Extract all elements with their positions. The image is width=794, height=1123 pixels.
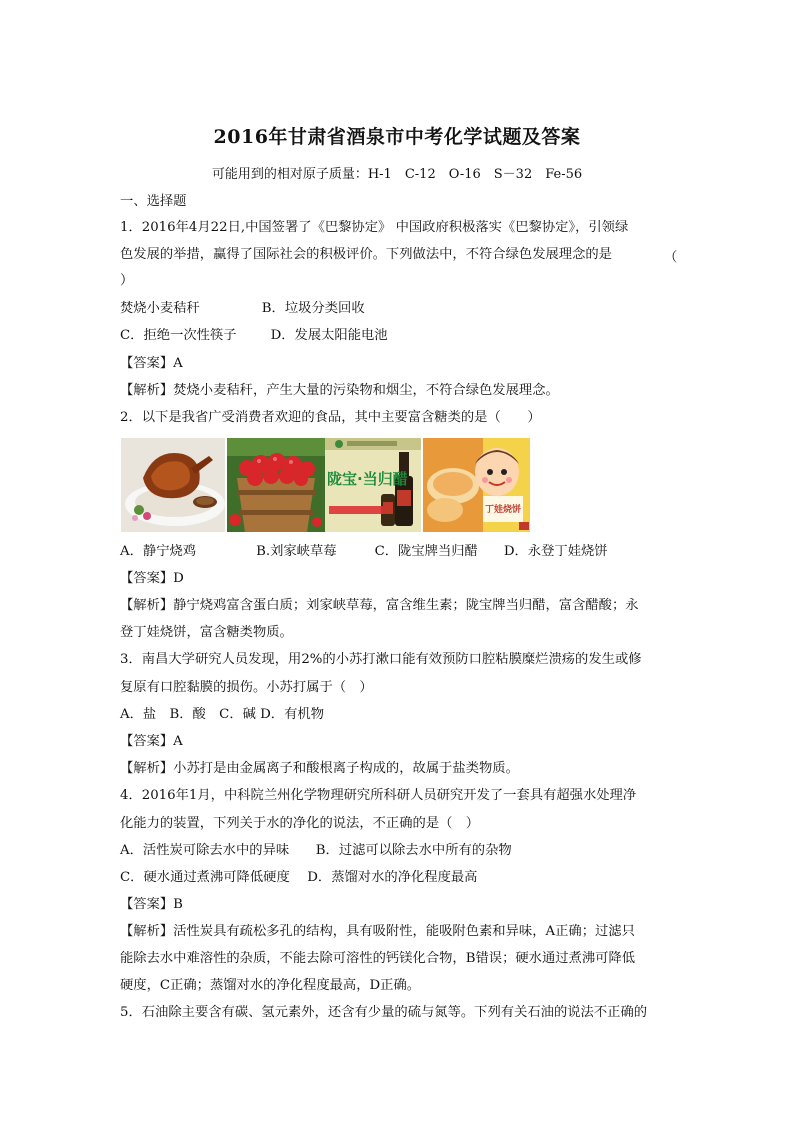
q1-option-b: B．垃圾分类回收: [261, 301, 365, 316]
q4-text-line2: 化能力的装置，下列关于水的净化的说法，不正确的是（ ）: [120, 816, 480, 831]
q5-text-line1: 5．石油除主要含有碳、氢元素外，还含有少量的硫与氮等。下列有关石油的说法不正确的: [120, 1005, 648, 1020]
q4-analysis-line2: 能除去水中难溶性的杂质，不能去除可溶性的钙镁化合物，B错误；硬水通过煮沸可降低: [120, 951, 636, 966]
q2-analysis-line2: 登丁娃烧饼，富含糖类物质。: [120, 625, 293, 640]
q1-answer: 【答案】A: [120, 356, 183, 371]
section-heading: 一、选择题: [120, 194, 187, 209]
roast-chicken-image: [121, 438, 225, 532]
vinegar-ad-text: 陇宝·当归醋: [327, 470, 408, 488]
q1-option-d: D．发展太阳能电池: [270, 328, 388, 343]
q3-analysis: 【解析】小苏打是由金属离子和酸根离子构成的，故属于盐类物质。: [120, 761, 519, 776]
q1-paren-open: （: [664, 250, 678, 265]
q1-option-a: 焚烧小麦秸秆: [120, 301, 200, 316]
q2-answer: 【答案】D: [120, 571, 184, 586]
atomic-mass-note: 可能用到的相对原子质量：H-1 C-12 O-16 S－32 Fe-56: [211, 167, 583, 182]
q2-food-images: [121, 438, 530, 532]
cake-ad-text: 丁娃烧饼: [485, 505, 522, 515]
q2-options: [120, 543, 608, 561]
q3-options: A．盐 B．酸 C．碱 D．有机物: [120, 707, 324, 722]
q2-analysis-line1: 【解析】静宁烧鸡富含蛋白质；刘家峡草莓，富含维生素；陇宝牌当归醋，富含醋酸；永: [120, 598, 639, 613]
q2-text-line1: 2．以下是我省广受消费者欢迎的食品，其中主要富含糖类的是（ ）: [120, 410, 541, 425]
q4-answer: 【答案】B: [120, 897, 183, 912]
q1-paren-close: ）: [120, 273, 134, 288]
q3-text-line2: 复原有口腔黏膜的损伤。小苏打属于（ ）: [120, 680, 373, 695]
q4-analysis-line1: 【解析】活性炭具有疏松多孔的结构，具有吸附性，能吸附色素和异味，A正确；过滤只: [120, 924, 635, 939]
strawberries-image: [227, 438, 325, 532]
page-title: 2016年甘肃省酒泉市中考化学试题及答案: [213, 126, 581, 148]
vinegar-ad-image: [325, 438, 421, 532]
q2-option-c: C．陇宝牌当归醋: [374, 544, 478, 559]
q1-option-c: C．拒绝一次性筷子: [120, 328, 237, 343]
q1-analysis: 【解析】焚烧小麦秸秆，产生大量的污染物和烟尘，不符合绿色发展理念。: [120, 383, 559, 398]
cake-ad-image: [423, 438, 530, 532]
q2-option-d: D．永登丁娃烧饼: [503, 544, 608, 559]
q1-options-ab: [120, 300, 365, 318]
q1-options-cd: [120, 327, 388, 345]
q3-text-line1: 3．南昌大学研究人员发现，用2%的小苏打漱口能有效预防口腔粘膜糜烂溃疡的发生或修: [120, 652, 642, 667]
q1-text-line1: 1．2016年4月22日,中国签署了《巴黎协定》 中国政府积极落实《巴黎协定》，引领绿: [120, 220, 629, 235]
q3-answer: 【答案】A: [120, 734, 183, 749]
q4-analysis-line3: 硬度，C正确；蒸馏对水的净化程度最高，D正确。: [120, 978, 421, 993]
q2-option-b: B.刘家峡草莓: [256, 544, 337, 559]
q1-text-line2: 色发展的举措，赢得了国际社会的积极评价。下列做法中，不符合绿色发展理念的是: [120, 247, 612, 262]
q4-options-ab: A．活性炭可除去水中的异味 B．过滤可以除去水中所有的杂物: [120, 843, 512, 858]
q4-options-cd: C．硬水通过煮沸可降低硬度 D．蒸馏对水的净化程度最高: [120, 870, 478, 885]
q2-option-a: A．静宁烧鸡: [120, 544, 197, 559]
q4-text-line1: 4．2016年1月，中科院兰州化学物理研究所科研人员研究开发了一套具有超强水处理净: [120, 788, 637, 803]
